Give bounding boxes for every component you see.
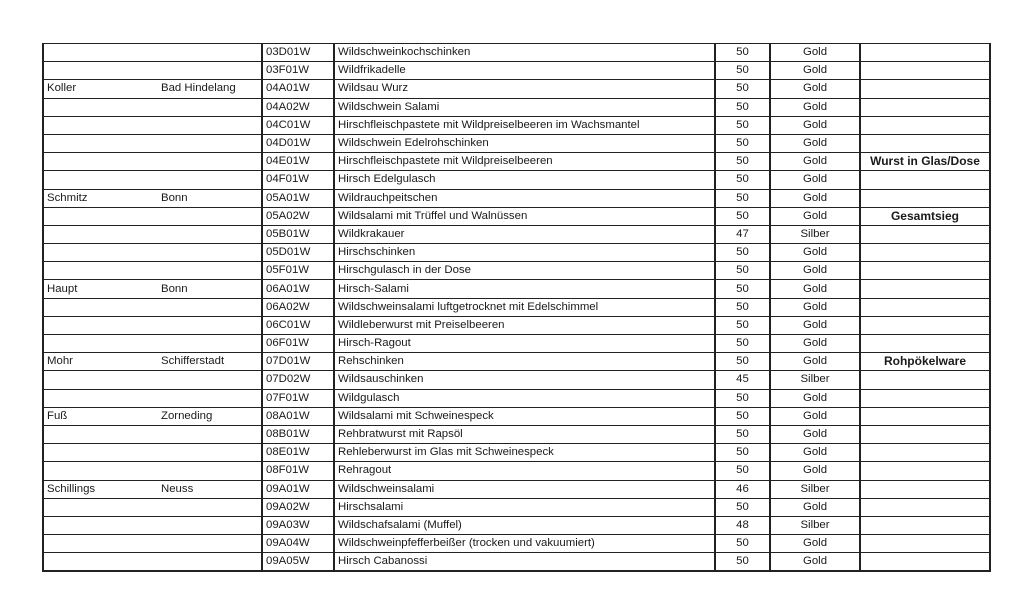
medal: Gold <box>770 462 860 480</box>
product-name: Hirsch-Ragout <box>334 335 715 353</box>
exhibitor-city <box>158 98 262 116</box>
points: 50 <box>715 189 770 207</box>
table-row <box>43 280 990 298</box>
special-award <box>860 371 990 389</box>
points: 50 <box>715 353 770 371</box>
points: 50 <box>715 98 770 116</box>
exhibitor-city <box>158 425 262 443</box>
special-award <box>860 262 990 280</box>
points: 50 <box>715 407 770 425</box>
product-code: 07D02W <box>262 371 334 389</box>
exhibitor-city <box>158 371 262 389</box>
product-name: Hirschschinken <box>334 244 715 262</box>
results-table <box>42 43 991 572</box>
points: 50 <box>715 298 770 316</box>
medal: Gold <box>770 189 860 207</box>
product-code: 05F01W <box>262 262 334 280</box>
medal: Gold <box>770 407 860 425</box>
points: 50 <box>715 244 770 262</box>
exhibitor-city <box>158 462 262 480</box>
points: 50 <box>715 498 770 516</box>
table-row <box>43 225 990 243</box>
exhibitor-name <box>43 298 158 316</box>
medal: Gold <box>770 389 860 407</box>
table-row <box>43 62 990 80</box>
exhibitor-city: Neuss <box>158 480 262 498</box>
product-code: 05D01W <box>262 244 334 262</box>
table-row <box>43 335 990 353</box>
table-row <box>43 116 990 134</box>
exhibitor-name <box>43 62 158 80</box>
medal: Gold <box>770 116 860 134</box>
product-code: 04D01W <box>262 134 334 152</box>
medal: Gold <box>770 244 860 262</box>
special-award <box>860 535 990 553</box>
medal: Gold <box>770 280 860 298</box>
table-row <box>43 316 990 334</box>
table-row <box>43 535 990 553</box>
special-award: Gesamtsieg <box>860 207 990 225</box>
exhibitor-city: Schifferstadt <box>158 353 262 371</box>
exhibitor-name: Schmitz <box>43 189 158 207</box>
exhibitor-city <box>158 244 262 262</box>
exhibitor-name <box>43 244 158 262</box>
exhibitor-name <box>43 134 158 152</box>
medal: Gold <box>770 62 860 80</box>
medal: Gold <box>770 298 860 316</box>
exhibitor-name <box>43 553 158 572</box>
table-row <box>43 207 990 225</box>
exhibitor-name <box>43 335 158 353</box>
medal: Gold <box>770 134 860 152</box>
exhibitor-city <box>158 116 262 134</box>
product-code: 08E01W <box>262 444 334 462</box>
product-name: Hirschfleischpastete mit Wildpreiselbeeren im Wachsmantel <box>334 116 715 134</box>
table-row <box>43 262 990 280</box>
exhibitor-name <box>43 44 158 62</box>
points: 50 <box>715 444 770 462</box>
special-award <box>860 280 990 298</box>
special-award <box>860 389 990 407</box>
product-name: Wildkrakauer <box>334 225 715 243</box>
product-code: 05A02W <box>262 207 334 225</box>
exhibitor-city <box>158 535 262 553</box>
medal: Gold <box>770 498 860 516</box>
product-name: Wildsauschinken <box>334 371 715 389</box>
medal: Gold <box>770 353 860 371</box>
exhibitor-name: Haupt <box>43 280 158 298</box>
points: 45 <box>715 371 770 389</box>
points: 50 <box>715 425 770 443</box>
points: 50 <box>715 535 770 553</box>
points: 50 <box>715 280 770 298</box>
exhibitor-name <box>43 444 158 462</box>
table-row <box>43 425 990 443</box>
table-row <box>43 480 990 498</box>
table-row <box>43 553 990 572</box>
table-row <box>43 44 990 62</box>
product-name: Rehragout <box>334 462 715 480</box>
table-row <box>43 498 990 516</box>
medal: Gold <box>770 98 860 116</box>
product-code: 09A01W <box>262 480 334 498</box>
exhibitor-name <box>43 116 158 134</box>
medal: Silber <box>770 480 860 498</box>
table-row <box>43 244 990 262</box>
product-code: 05A01W <box>262 189 334 207</box>
exhibitor-name <box>43 207 158 225</box>
product-name: Wildrauchpeitschen <box>334 189 715 207</box>
exhibitor-name <box>43 371 158 389</box>
product-name: Wildgulasch <box>334 389 715 407</box>
table-row <box>43 389 990 407</box>
product-code: 05B01W <box>262 225 334 243</box>
exhibitor-name <box>43 516 158 534</box>
exhibitor-name: Koller <box>43 80 158 98</box>
special-award <box>860 62 990 80</box>
exhibitor-name <box>43 425 158 443</box>
special-award <box>860 516 990 534</box>
points: 50 <box>715 62 770 80</box>
medal: Gold <box>770 335 860 353</box>
table-row <box>43 462 990 480</box>
medal: Gold <box>770 153 860 171</box>
product-name: Wildleberwurst mit Preiselbeeren <box>334 316 715 334</box>
product-code: 03D01W <box>262 44 334 62</box>
product-code: 08A01W <box>262 407 334 425</box>
exhibitor-name <box>43 98 158 116</box>
product-name: Hirschsalami <box>334 498 715 516</box>
medal: Silber <box>770 516 860 534</box>
medal: Gold <box>770 171 860 189</box>
points: 46 <box>715 480 770 498</box>
product-name: Hirschfleischpastete mit Wildpreiselbeeren <box>334 153 715 171</box>
points: 50 <box>715 553 770 572</box>
exhibitor-name: Mohr <box>43 353 158 371</box>
special-award <box>860 116 990 134</box>
table-row <box>43 98 990 116</box>
exhibitor-city: Bonn <box>158 280 262 298</box>
special-award <box>860 189 990 207</box>
product-name: Rehleberwurst im Glas mit Schweinespeck <box>334 444 715 462</box>
exhibitor-city <box>158 225 262 243</box>
product-name: Rehschinken <box>334 353 715 371</box>
product-name: Wildfrikadelle <box>334 62 715 80</box>
exhibitor-city <box>158 498 262 516</box>
product-name: Hirschgulasch in der Dose <box>334 262 715 280</box>
table-row <box>43 171 990 189</box>
special-award <box>860 98 990 116</box>
special-award <box>860 444 990 462</box>
special-award <box>860 553 990 572</box>
product-code: 09A04W <box>262 535 334 553</box>
points: 50 <box>715 80 770 98</box>
special-award: Rohpökelware <box>860 353 990 371</box>
exhibitor-name <box>43 171 158 189</box>
points: 50 <box>715 134 770 152</box>
product-code: 04E01W <box>262 153 334 171</box>
product-code: 03F01W <box>262 62 334 80</box>
medal: Gold <box>770 80 860 98</box>
product-name: Wildschwein Edelrohschinken <box>334 134 715 152</box>
medal: Gold <box>770 262 860 280</box>
special-award <box>860 316 990 334</box>
table-row <box>43 189 990 207</box>
medal: Gold <box>770 425 860 443</box>
product-code: 04F01W <box>262 171 334 189</box>
product-code: 07D01W <box>262 353 334 371</box>
points: 48 <box>715 516 770 534</box>
points: 50 <box>715 262 770 280</box>
medal: Silber <box>770 371 860 389</box>
product-name: Hirsch Edelgulasch <box>334 171 715 189</box>
points: 50 <box>715 171 770 189</box>
exhibitor-city <box>158 298 262 316</box>
product-name: Wildschwein Salami <box>334 98 715 116</box>
product-name: Hirsch-Salami <box>334 280 715 298</box>
exhibitor-name: Fuß <box>43 407 158 425</box>
product-code: 06A01W <box>262 280 334 298</box>
special-award <box>860 335 990 353</box>
points: 47 <box>715 225 770 243</box>
table-row <box>43 516 990 534</box>
exhibitor-city <box>158 134 262 152</box>
points: 50 <box>715 116 770 134</box>
medal: Gold <box>770 553 860 572</box>
table-row <box>43 353 990 371</box>
points: 50 <box>715 316 770 334</box>
exhibitor-city <box>158 553 262 572</box>
exhibitor-city: Bonn <box>158 189 262 207</box>
special-award <box>860 480 990 498</box>
table-row <box>43 153 990 171</box>
product-name: Wildschweinkochschinken <box>334 44 715 62</box>
product-name: Wildschweinpfefferbeißer (trocken und vakuumiert) <box>334 535 715 553</box>
exhibitor-name <box>43 262 158 280</box>
special-award <box>860 298 990 316</box>
table-row <box>43 298 990 316</box>
product-name: Hirsch Cabanossi <box>334 553 715 572</box>
product-code: 06F01W <box>262 335 334 353</box>
exhibitor-city <box>158 207 262 225</box>
exhibitor-city <box>158 389 262 407</box>
exhibitor-city <box>158 44 262 62</box>
exhibitor-city <box>158 444 262 462</box>
product-code: 04A01W <box>262 80 334 98</box>
medal: Gold <box>770 44 860 62</box>
table-row <box>43 80 990 98</box>
exhibitor-city <box>158 516 262 534</box>
special-award <box>860 407 990 425</box>
points: 50 <box>715 389 770 407</box>
exhibitor-city <box>158 171 262 189</box>
special-award <box>860 134 990 152</box>
product-name: Rehbratwurst mit Rapsöl <box>334 425 715 443</box>
product-code: 09A02W <box>262 498 334 516</box>
medal: Gold <box>770 535 860 553</box>
product-name: Wildschweinsalami luftgetrocknet mit Edelschimmel <box>334 298 715 316</box>
product-name: Wildschweinsalami <box>334 480 715 498</box>
product-name: Wildsau Wurz <box>334 80 715 98</box>
points: 50 <box>715 153 770 171</box>
special-award <box>860 225 990 243</box>
table-row <box>43 134 990 152</box>
product-code: 09A03W <box>262 516 334 534</box>
product-code: 04A02W <box>262 98 334 116</box>
exhibitor-name <box>43 535 158 553</box>
points: 50 <box>715 207 770 225</box>
exhibitor-name <box>43 153 158 171</box>
exhibitor-name <box>43 498 158 516</box>
points: 50 <box>715 335 770 353</box>
product-code: 08B01W <box>262 425 334 443</box>
special-award <box>860 80 990 98</box>
exhibitor-city: Zorneding <box>158 407 262 425</box>
medal: Gold <box>770 207 860 225</box>
special-award <box>860 244 990 262</box>
table-body <box>43 44 990 572</box>
table-row <box>43 407 990 425</box>
product-code: 06C01W <box>262 316 334 334</box>
exhibitor-city <box>158 262 262 280</box>
product-code: 08F01W <box>262 462 334 480</box>
exhibitor-city <box>158 316 262 334</box>
medal: Gold <box>770 444 860 462</box>
exhibitor-city <box>158 335 262 353</box>
special-award <box>860 171 990 189</box>
special-award <box>860 462 990 480</box>
product-name: Wildschafsalami (Muffel) <box>334 516 715 534</box>
product-name: Wildsalami mit Trüffel und Walnüssen <box>334 207 715 225</box>
product-name: Wildsalami mit Schweinespeck <box>334 407 715 425</box>
product-code: 09A05W <box>262 553 334 572</box>
special-award: Wurst in Glas/Dose <box>860 153 990 171</box>
table-row <box>43 371 990 389</box>
exhibitor-city <box>158 153 262 171</box>
product-code: 06A02W <box>262 298 334 316</box>
exhibitor-city: Bad Hindelang <box>158 80 262 98</box>
exhibitor-name <box>43 389 158 407</box>
exhibitor-name <box>43 462 158 480</box>
medal: Silber <box>770 225 860 243</box>
special-award <box>860 498 990 516</box>
medal: Gold <box>770 316 860 334</box>
points: 50 <box>715 44 770 62</box>
product-code: 07F01W <box>262 389 334 407</box>
table-row <box>43 444 990 462</box>
product-code: 04C01W <box>262 116 334 134</box>
exhibitor-city <box>158 62 262 80</box>
exhibitor-name <box>43 225 158 243</box>
special-award <box>860 425 990 443</box>
exhibitor-name <box>43 316 158 334</box>
special-award <box>860 44 990 62</box>
exhibitor-name: Schillings <box>43 480 158 498</box>
points: 50 <box>715 462 770 480</box>
